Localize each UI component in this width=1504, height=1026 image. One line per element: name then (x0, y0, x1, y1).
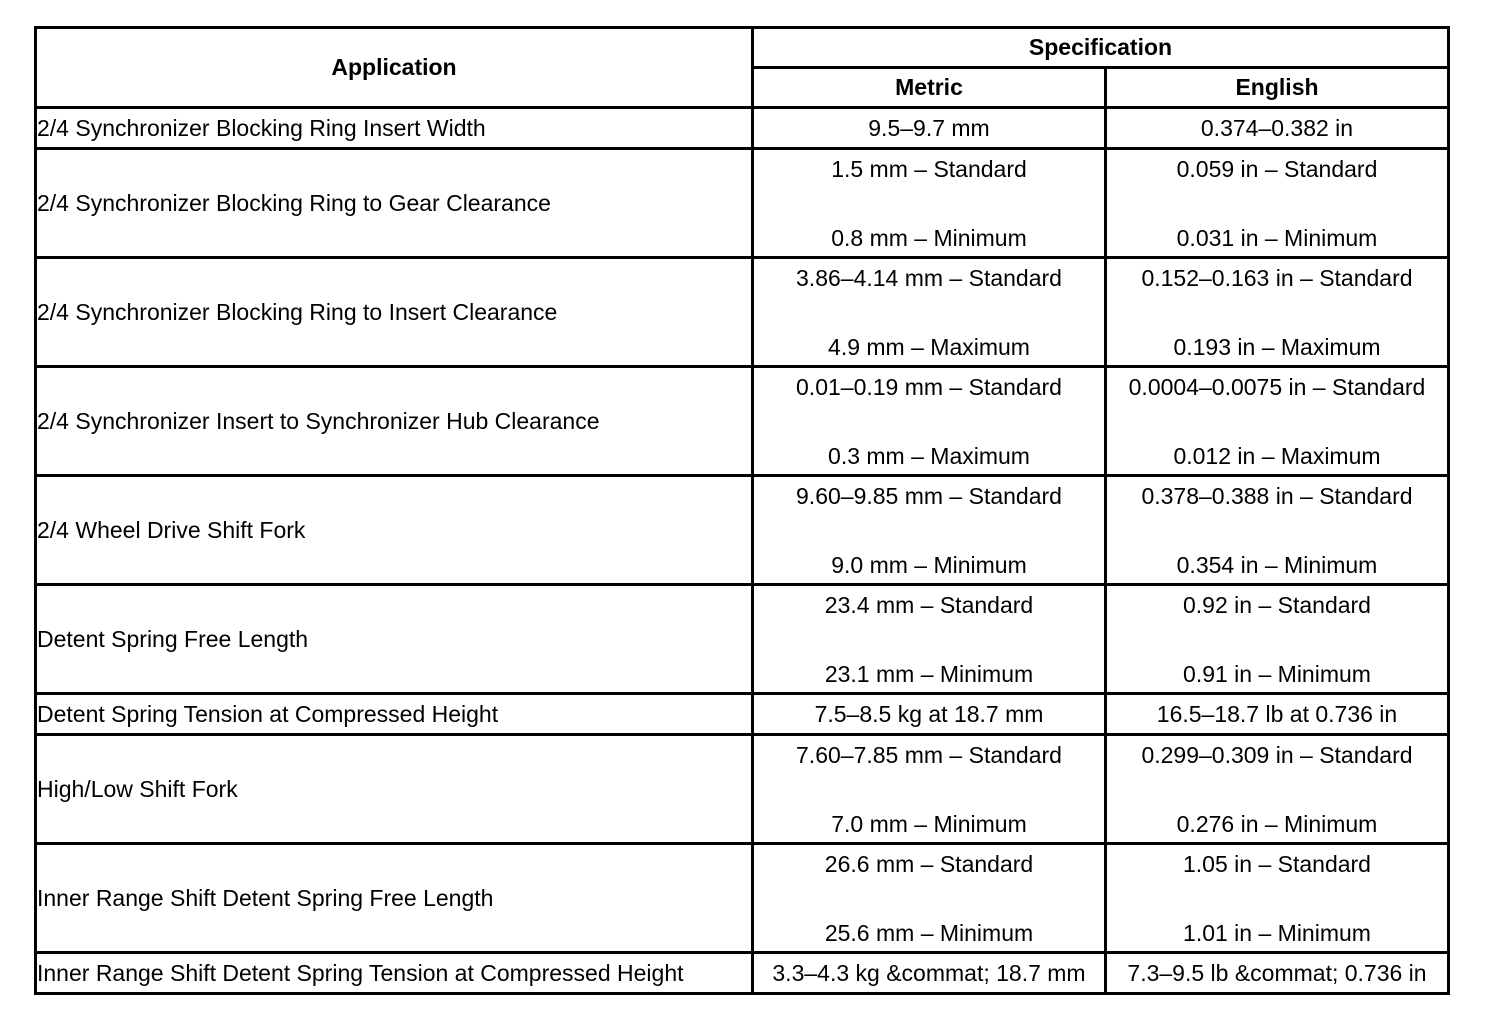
metric-standard-value: 9.60–9.85 mm – Standard (796, 483, 1062, 509)
metric-cell (753, 735, 1106, 844)
metric-cell (753, 258, 1106, 367)
english-header: English (1106, 68, 1449, 108)
application-cell: Detent Spring Free Length (36, 585, 753, 694)
specification-header: Specification (753, 28, 1449, 68)
english-standard-value: 0.299–0.309 in – Standard (1141, 742, 1413, 768)
english-limit-value: 0.012 in – Maximum (1173, 443, 1381, 469)
metric-cell: 7.5–8.5 kg at 18.7 mm (753, 694, 1106, 735)
table-row (36, 735, 1449, 844)
metric-cell (753, 585, 1106, 694)
english-cell (1106, 844, 1449, 953)
table-row (36, 476, 1449, 585)
english-cell (1106, 476, 1449, 585)
metric-header: Metric (753, 68, 1106, 108)
english-standard-value: 0.152–0.163 in – Standard (1141, 265, 1413, 291)
metric-limit-value: 0.3 mm – Maximum (828, 443, 1030, 469)
metric-cell (753, 149, 1106, 258)
table-row (36, 258, 1449, 367)
english-cell: 7.3–9.5 lb &commat; 0.736 in (1106, 953, 1449, 994)
application-cell: 2/4 Wheel Drive Shift Fork (36, 476, 753, 585)
table-row (36, 585, 1449, 694)
english-cell (1106, 149, 1449, 258)
metric-limit-value: 0.8 mm – Minimum (831, 225, 1027, 251)
application-cell: High/Low Shift Fork (36, 735, 753, 844)
table-row (36, 953, 1449, 994)
application-cell: Inner Range Shift Detent Spring Free Length (36, 844, 753, 953)
metric-cell: 9.5–9.7 mm (753, 108, 1106, 149)
table-row (36, 694, 1449, 735)
english-cell (1106, 258, 1449, 367)
metric-cell (753, 844, 1106, 953)
table-row (36, 367, 1449, 476)
english-standard-value: 0.378–0.388 in – Standard (1141, 483, 1413, 509)
metric-limit-value: 9.0 mm – Minimum (831, 552, 1027, 578)
metric-cell (753, 367, 1106, 476)
metric-limit-value: 23.1 mm – Minimum (824, 661, 1034, 687)
english-limit-value: 0.354 in – Minimum (1176, 552, 1378, 578)
application-cell: 2/4 Synchronizer Blocking Ring to Insert Clearance (36, 258, 753, 367)
english-standard-value: 0.0004–0.0075 in – Standard (1128, 374, 1426, 400)
english-standard-value: 0.92 in – Standard (1183, 592, 1371, 618)
application-cell: Detent Spring Tension at Compressed Height (36, 694, 753, 735)
english-cell: 16.5–18.7 lb at 0.736 in (1106, 694, 1449, 735)
application-header: Application (36, 28, 753, 108)
english-standard-value: 0.059 in – Standard (1176, 156, 1378, 182)
metric-cell (753, 476, 1106, 585)
table-row (36, 108, 1449, 149)
metric-standard-value: 23.4 mm – Standard (824, 592, 1034, 618)
english-cell: 0.374–0.382 in (1106, 108, 1449, 149)
metric-standard-value: 1.5 mm – Standard (831, 156, 1027, 182)
application-cell: 2/4 Synchronizer Insert to Synchronizer Hub Clearance (36, 367, 753, 476)
english-cell (1106, 735, 1449, 844)
english-limit-value: 0.276 in – Minimum (1176, 811, 1378, 837)
english-cell (1106, 585, 1449, 694)
english-limit-value: 0.031 in – Minimum (1176, 225, 1378, 251)
metric-standard-value: 7.60–7.85 mm – Standard (796, 742, 1062, 768)
table-row (36, 844, 1449, 953)
table-row (36, 149, 1449, 258)
application-cell: 2/4 Synchronizer Blocking Ring to Gear Clearance (36, 149, 753, 258)
english-cell (1106, 367, 1449, 476)
application-cell: Inner Range Shift Detent Spring Tension at Compressed Height (36, 953, 753, 994)
metric-standard-value: 0.01–0.19 mm – Standard (796, 374, 1062, 400)
metric-limit-value: 4.9 mm – Maximum (828, 334, 1030, 360)
metric-standard-value: 26.6 mm – Standard (824, 851, 1034, 877)
metric-standard-value: 3.86–4.14 mm – Standard (796, 265, 1062, 291)
english-standard-value: 1.05 in – Standard (1183, 851, 1371, 877)
metric-cell: 3.3–4.3 kg &commat; 18.7 mm (753, 953, 1106, 994)
application-cell: 2/4 Synchronizer Blocking Ring Insert Width (36, 108, 753, 149)
english-limit-value: 0.193 in – Maximum (1173, 334, 1381, 360)
specification-table (34, 26, 1450, 995)
metric-limit-value: 7.0 mm – Minimum (831, 811, 1027, 837)
metric-limit-value: 25.6 mm – Minimum (824, 920, 1034, 946)
english-limit-value: 0.91 in – Minimum (1183, 661, 1371, 687)
english-limit-value: 1.01 in – Minimum (1183, 920, 1371, 946)
